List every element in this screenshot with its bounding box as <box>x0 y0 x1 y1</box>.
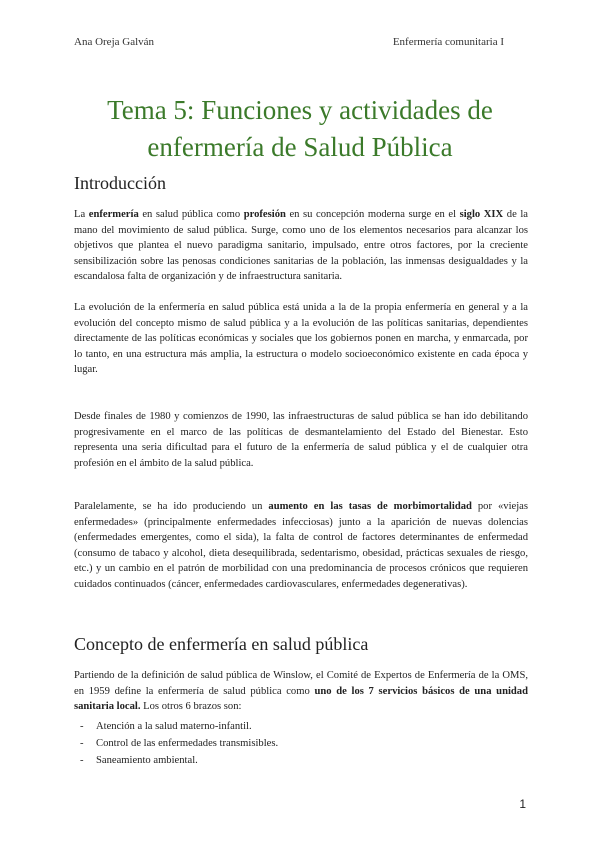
text-run: en su concepción moderna surge en el <box>285 209 460 220</box>
text-run: La <box>74 209 89 220</box>
list-item: - Saneamiento ambiental. <box>74 752 278 769</box>
header-author: Ana Oreja Galván <box>74 36 155 48</box>
section-heading-concepto: Concepto de enfermería en salud pública <box>74 634 369 654</box>
list-item: - Control de las enfermedades transmisibles. <box>74 735 278 752</box>
bold-text: aumento en las tasas de morbimortalidad <box>268 501 472 512</box>
text-run: Paralelamente, se ha ido produciendo un <box>74 501 269 512</box>
paragraph-concepto-1 <box>74 668 528 715</box>
list-item: - Atención a la salud materno-infantil. <box>74 718 278 735</box>
page-title: Tema 5: Funciones y actividades de enfermería de Salud Pública <box>107 95 493 163</box>
paragraph-intro-3: Desde finales de 1980 y comienzos de 1990, las infraestructuras de salud pública se han ido debilitando progresivamente en el marco de las políticas de desmantelamiento del Estado del Bienestar. Esto representa una seria dificultad para el futuro de la enfermería de salud pública y el de cualquier otra profesión en el ámbito de la salud pública. <box>74 411 528 469</box>
paragraph-intro-1 <box>74 207 528 285</box>
section-heading-introduccion: Introducción <box>74 173 166 193</box>
bold-text: enfermería <box>88 209 139 220</box>
text-run: por «viejas enfermedades» (principalmente enfermedades infecciosas) junto a la aparición de nuevas dolencias (enfermedades emergentes, como el sida), la falta de control de factores determinantes de enfermedad (consumo de tabaco y alcohol, dieta desequilibrada, sedentarismo, obesidad, prácticas sexuales de riesgo, etc.) y un cambio en el patrón de morbilidad con una predominancia de procesos crónicos que requieren cuidados continuados (cáncer, enfermedades cardiovasculares, enfermedades degenerativas). <box>74 501 528 590</box>
paragraph-intro-2: La evolución de la enfermería en salud pública está unida a la de la propia enfermería en general y a la evolución del concepto mismo de salud pública y a la evolución de las políticas sanitarias, dependientes directamente de las políticas económicas y sociales que los gobiernos ponen en marcha, y enmarcada, por lo tanto, en una estructura más amplia, la estructura o modelo socioeconómico existente en cada época y lugar. <box>74 302 528 376</box>
text-run: en salud pública como <box>138 209 244 220</box>
page-number: 1 <box>519 797 526 811</box>
bold-text: profesión <box>243 209 286 220</box>
text-run: Los otros 6 brazos son: <box>140 701 242 713</box>
header-course: Enfermería comunitaria I <box>392 36 504 48</box>
bold-text: uno de los 7 servicios básicos de una unidad sanitaria local. <box>74 685 528 713</box>
services-list <box>74 718 278 769</box>
bold-text: siglo XIX <box>459 209 504 220</box>
paragraph-intro-4 <box>74 499 528 593</box>
text-run: de la mano del movimiento de salud pública. Surge, como uno de los elementos necesarios para alcanzar los objetivos que plantea el nuevo paradigma sanitario, impulsado, entre otros factores, por la creciente sensibilización sobre las penosas condiciones sanitarias de la población, las inmensas desigualdades y la escandalosa falta de organización y de infraestructura sanitaria. <box>74 209 528 283</box>
text-run: Partiendo de la definición de salud pública de Winslow, el Comité de Expertos de Enfermería de la OMS, en 1959 define la enfermería de salud pública como <box>74 670 528 697</box>
